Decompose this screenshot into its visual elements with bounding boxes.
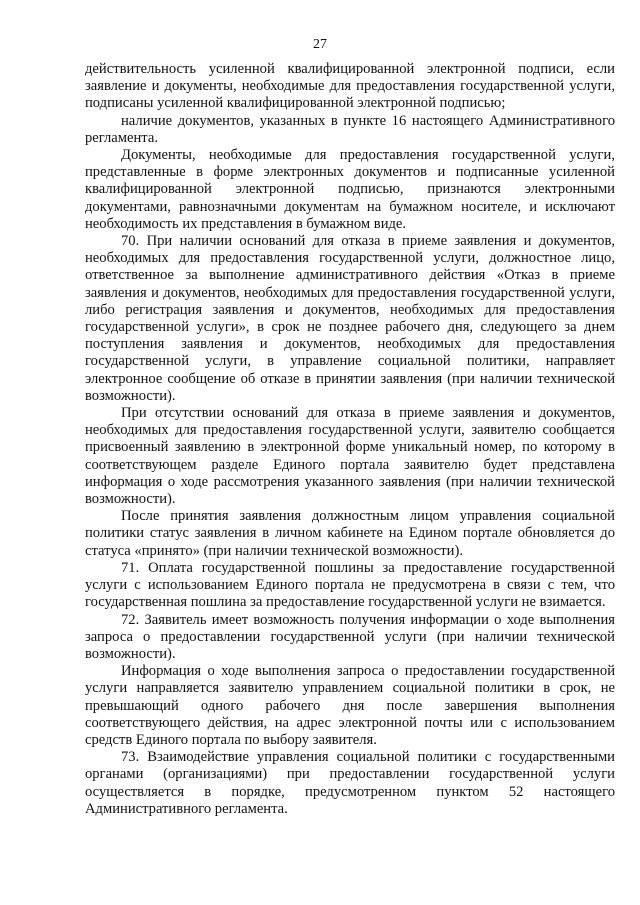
paragraph: При отсутствии оснований для отказа в приеме заявления и документов, необходимых для предоставления государственной услуги, заявителю сообщается присвоенный заявлению в электронной форме уникальный номер, по которому в соответствующем разделе Единого портала заявителю будет представлена информация о ходе рассмотрения указанного заявления (при наличии технической возможности). [85, 405, 615, 508]
paragraph: Документы, необходимые для предоставления государственной услуги, представленные в форме электронных документов и подписанные усиленной квалифицированной электронной подписью, признаются электронными документами, равнозначными документам на бумажном носителе, и исключают необходимость их представления в бумажном виде. [85, 147, 615, 232]
page-number: 27 [313, 37, 327, 52]
paragraph: 71. Оплата государственной пошлины за предоставление государственной услуги с использованием Единого портала не предусмотрена в связи с тем, что государственная пошлина за предоставление государственной услуги не взимается. [85, 559, 615, 611]
paragraph: 72. Заявитель имеет возможность получения информации о ходе выполнения запроса о предоставлении государственной услуги (при наличии технической возможности). [85, 611, 615, 662]
paragraph: Информация о ходе выполнения запроса о предоставлении государственной услуги направляется заявителю управлением социальной политики в срок, не превышающий одного рабочего дня после завершения выполнения соответствующего действия, на адрес электронной почты или с использованием средств Единого портала по выбору заявителя. [85, 663, 615, 748]
paragraph: После принятия заявления должностным лицом управления социальной политики статус заявления в личном кабинете на Едином портале обновляется до статуса «принято» (при наличии технической возможности). [85, 508, 615, 559]
paragraph: наличие документов, указанных в пункте 16 настоящего Административного регламента. [85, 112, 615, 146]
paragraph: действительность усиленной квалифицированной электронной подписи, если заявление и документы, необходимые для предоставления государственной услуги, подписаны усиленной квалифицированной электронной подписью; [85, 61, 615, 112]
document-body [85, 61, 615, 818]
paragraph: 73. Взаимодействие управления социальной политики с государственными органами (организациями) при предоставлении государственной услуги осуществляется в порядке, предусмотренном пунктом 52 настоящего Административного регламента. [85, 749, 615, 817]
paragraph: 70. При наличии оснований для отказа в приеме заявления и документов, необходимых для предоставления государственной услуги, должностное лицо, ответственное за выполнение административного действия «Отказ в приеме заявления и документов, необходимых для предоставления государственной услуги, либо регистрация заявления и документов, необходимых для предоставления государственной услуги», в срок не позднее рабочего дня, следующего за днем поступления заявления и документов, необходимых для предоставления государственной услуги, в управление социальной политики, направляет электронное сообщение об отказе в принятии заявления (при наличии технической возможности). [85, 233, 615, 404]
